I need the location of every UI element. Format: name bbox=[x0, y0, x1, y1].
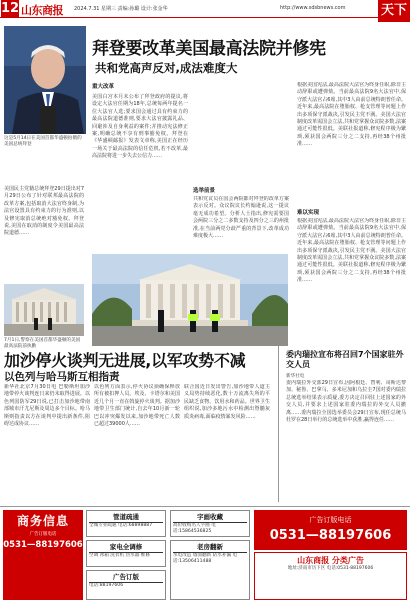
gaza-column-2: 以色列方面表示,停火协议须确保释放所有被扣押人员。埃及、卡塔尔和美国近几个月一直在斡旋停火谈判。据加沙地带卫生部门统计,自去年10月新一轮巴以冲突爆发以来,加沙地带死亡人数已超过39000人…… bbox=[94, 384, 180, 428]
lead-column-5: 根据美国宪法,最高法院大法官为终身任职,除非主动辞职或遭弹劾。当前最高法院9名大法官中,保守派大法官占6席,其中3人由前总统特朗普任命。近年来,最高法院在堕胎权、枪支管理等问题上作出多项保守派裁决,引发民主党不满。美国大法官制度改革需国会立法,共和党掌握众议院多数,法案通过可能性很低。美联社报道称,修宪程序极为繁琐,须获国会两院三分之二支持,再经38个州批准…… bbox=[297, 218, 406, 284]
lead-subhead: 共和党高声反对,成法难度大 bbox=[95, 61, 238, 75]
ad-appliance-repair[interactable] bbox=[86, 540, 166, 567]
kicker-election: 选举前景 bbox=[193, 188, 216, 194]
ad8-title: 山东商报 分类广告 bbox=[297, 556, 364, 565]
column-divider bbox=[278, 346, 279, 502]
photo-biden-caption: 这是5月14日在美国首都华盛顿拍摄的美国总统拜登 bbox=[4, 136, 82, 147]
ad5-title: 老房翻新 bbox=[173, 542, 247, 553]
paper-url: http://www.sdsbnews.com bbox=[280, 5, 346, 11]
ad-pipe-cleaning[interactable] bbox=[86, 510, 166, 537]
page-meta: 2024.7.31 星期三 责编:孙璐 设计:张金华 bbox=[74, 6, 168, 12]
ad6-title: 广告订版 bbox=[89, 572, 163, 583]
page-number: 12 bbox=[1, 1, 20, 16]
gaza-headline: 加沙停火谈判无进展,以军攻势不减 bbox=[4, 351, 246, 370]
ad4-title: 家电全调修 bbox=[89, 542, 163, 553]
ad1-phone: 0531—88197606 bbox=[3, 540, 83, 550]
ad1-subtitle: 广告订版电话 bbox=[29, 532, 57, 537]
venezuela-body: 委内瑞拉外交部29日宣布,因阿根廷、智利、哥斯达黎加、秘鲁、巴拿马、多米尼加和乌拉圭7国对委内瑞拉总统选举结果表示质疑,委方决定召回驻上述国家的外交人员,并要求上述国家驻委内瑞拉的外交人员撤离……委内瑞拉全国选举委员会29日宣布,现任总统马杜罗在28日举行的总统选举中获胜,赢得连任…… bbox=[286, 380, 406, 424]
ad6-text: 电话:88197606 bbox=[89, 583, 124, 588]
photo-supreme-court bbox=[92, 254, 288, 346]
ad3-text: 高价收购名人字画 电话:15864536825 bbox=[173, 523, 216, 534]
lead-column-2: 美国白宫本月末公布了拜登政府的提议,将设定大法官任期为18年,总统每两年提名一位大法官人选;要求国会通过具有约束力的最高法院道德准则,要求大法官披露礼品、回避涉及自身利益的案件;并推动宪法修正案,明确总统不享有刑事豁免权。拜登在《华盛顿邮报》发表文章称,美国正在经历一场关于最高法院的信任危机,若不改革,最高法院将进一步失去公信力…… bbox=[92, 94, 188, 160]
photo-biden bbox=[4, 26, 86, 134]
gaza-subhead: 以色列与哈马斯互相指责 bbox=[4, 371, 120, 383]
lead-column-3: 共和党议员在国会两院都对拜登的改革方案表示反对。众议院议长约翰逊说,这一提议毫无成功希望。分析人士指出,修宪需要国会两院三分之二多数支持及四分之三的州批准,在当前两党分歧严重的背景下,改革成功难度极大…… bbox=[193, 196, 289, 240]
ad8-text: 地址:济南市历下区 电话:0531-88197606 bbox=[287, 566, 374, 571]
ad3-title: 字画收藏 bbox=[173, 512, 247, 523]
ad-business-info[interactable] bbox=[3, 510, 83, 600]
venezuela-byline: 新华社电 bbox=[286, 374, 305, 379]
lead-left-column: 美国民主党籍总统拜登29日提出对7月29日公布了针对联邦最高法院的改革方案,包括取消大法官终身制,为法官设置具有约束力的行为准则,以及修宪取消总统绝对豁免权。拜登说,美国在取消的制度令美国最高法院道德…… bbox=[4, 186, 84, 237]
photo-court-small-caption: 7月1日,警察在美国首都华盛顿的美国最高法院前执勤 bbox=[4, 338, 81, 349]
ad7-phone: 0531—88197606 bbox=[269, 528, 392, 543]
paper-name: 山东商报 bbox=[21, 4, 63, 17]
ad-classifieds[interactable] bbox=[254, 552, 407, 600]
ad2-title: 管道疏通 bbox=[89, 512, 163, 523]
section-tag: 天下 bbox=[378, 0, 410, 22]
ad-renovation[interactable] bbox=[170, 540, 250, 600]
ad-booking[interactable] bbox=[86, 570, 166, 600]
ad-calligraphy[interactable] bbox=[170, 510, 250, 537]
ad5-text: 水电改造 墙面翻新 防水补漏 电话:13506411488 bbox=[173, 553, 238, 564]
lead-headline: 拜登要改革美国最高法院并修宪 bbox=[92, 39, 326, 59]
kicker-difficult: 难以实现 bbox=[297, 210, 320, 216]
ad2-text: 全城专业疏通 电话:68898887 bbox=[89, 523, 153, 528]
lead-column-4: 根据美国宪法,最高法院大法官为终身任职,除非主动辞职或遭弹劾。当前最高法院9名大法官中,保守派大法官占6席,其中3人由前总统特朗普任命。近年来,最高法院在堕胎权、枪支管理等问题上作出多项保守派裁决,引发民主党不满。美国大法官制度改革需国会立法,共和党掌握众议院多数,法案通过可能性很低。美联社报道称,修宪程序极为繁琐,须获国会两院三分之二支持,再经38个州批准…… bbox=[297, 82, 406, 148]
ad-booking-phone[interactable] bbox=[254, 510, 407, 550]
venezuela-headline: 委内瑞拉宣布将召回7个国家驻外交人员 bbox=[286, 350, 404, 369]
gaza-column-3: 联合国近日发出警告,加沙地带人道主义局势持续恶化,数十万流离失所的平民缺乏食物、饮用水和药品。世界卫生组织说,加沙多地污水中检测出脊髓灰质炎病毒,面临疫情暴发风险…… bbox=[184, 384, 270, 420]
photo-court-small bbox=[4, 284, 84, 336]
ad4-text: 空调 冰箱 洗衣机 热水器 维修 bbox=[89, 553, 150, 558]
ad7-title: 广告订版电话 bbox=[309, 516, 352, 524]
gaza-column-1: 新华社北京7月30日电 巴勒斯坦加沙地带停火谈判连日来仍未取得进展。以色列国防军29日说,已打击加沙地带南部城市汗尤尼斯及周边多个目标。哈马斯则指责以方在谈判中提出新条件,阻碍达成协议…… bbox=[4, 384, 90, 428]
kicker-reform: 重大改革 bbox=[92, 84, 115, 90]
ad1-title: 商务信息 bbox=[16, 514, 69, 528]
